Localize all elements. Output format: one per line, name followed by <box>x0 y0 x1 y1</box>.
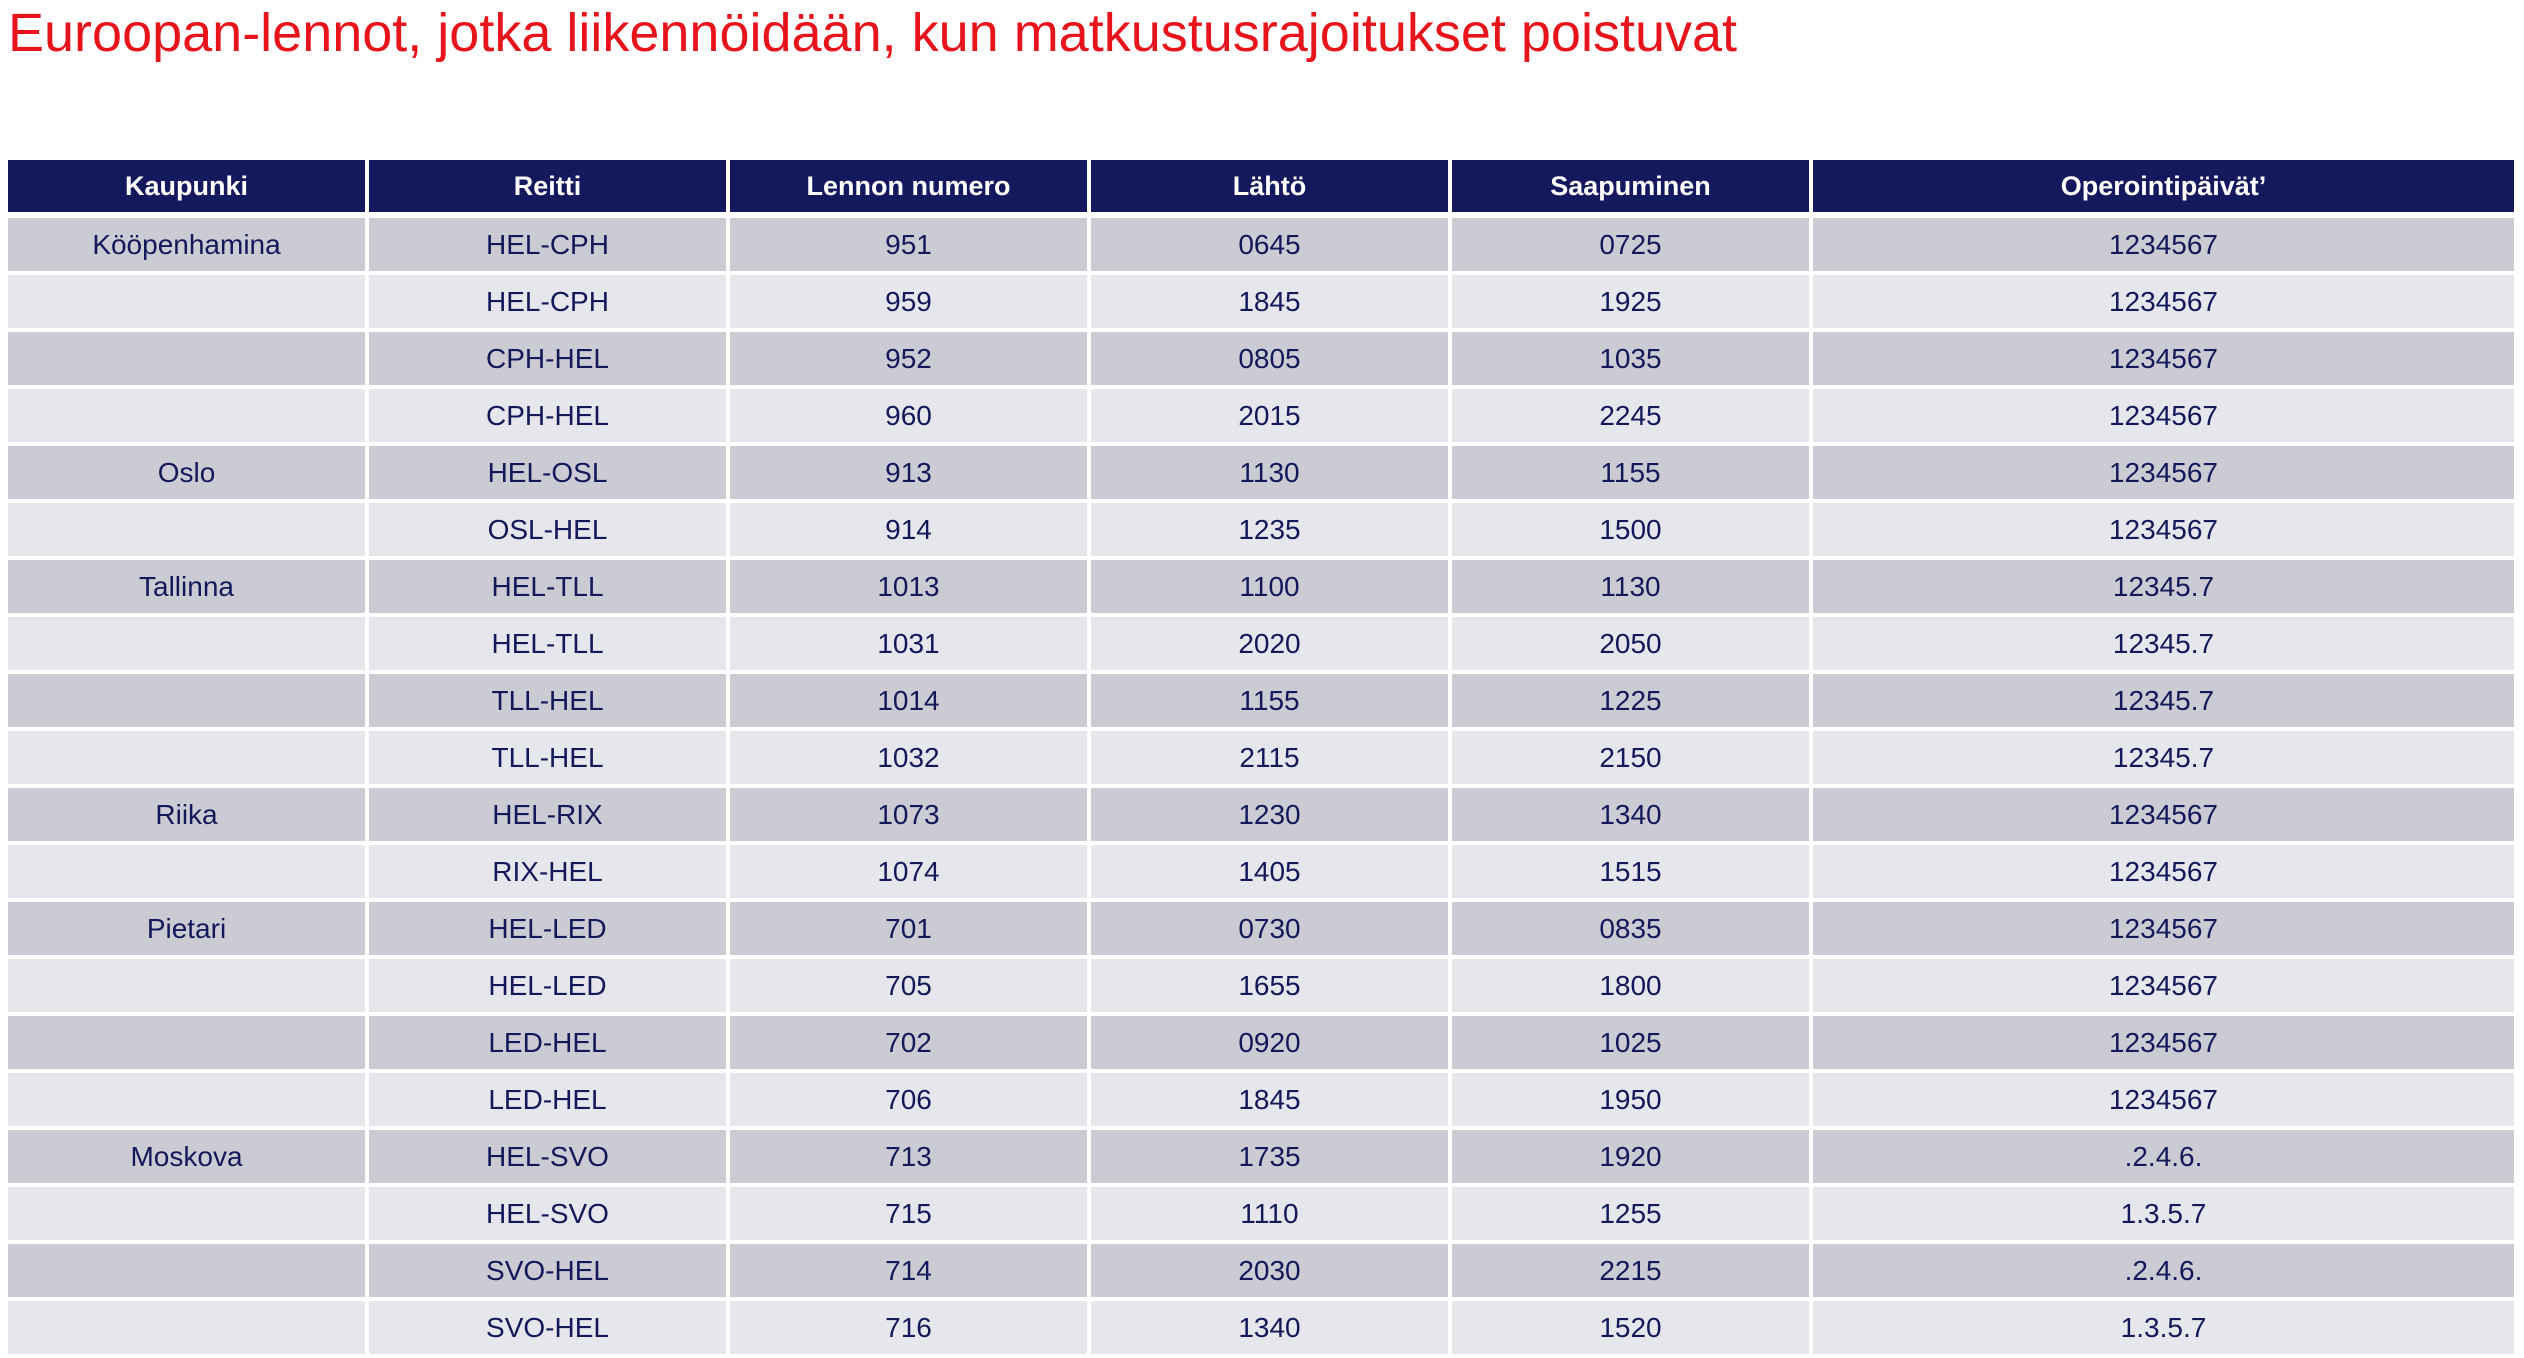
cell-arrival: 1225 <box>1452 674 1809 731</box>
cell-arrival: 2150 <box>1452 731 1809 788</box>
cell-operating-days: 12345.7 <box>1813 731 2514 788</box>
cell-operating-days: .2.4.6. <box>1813 1244 2514 1301</box>
table-row <box>8 788 2514 845</box>
cell-route: TLL-HEL <box>369 731 726 788</box>
cell-departure: 2115 <box>1091 731 1448 788</box>
table-row <box>8 902 2514 959</box>
cell-operating-days: .2.4.6. <box>1813 1130 2514 1187</box>
cell-arrival: 1155 <box>1452 446 1809 503</box>
cell-city <box>8 959 365 1016</box>
cell-flight-number: 705 <box>730 959 1087 1016</box>
cell-city: Riika <box>8 788 365 845</box>
cell-city <box>8 674 365 731</box>
cell-flight-number: 701 <box>730 902 1087 959</box>
cell-operating-days: 1234567 <box>1813 902 2514 959</box>
cell-route: HEL-CPH <box>369 218 726 275</box>
table-row <box>8 560 2514 617</box>
cell-route: LED-HEL <box>369 1073 726 1130</box>
cell-city <box>8 617 365 674</box>
cell-flight-number: 715 <box>730 1187 1087 1244</box>
cell-arrival: 1925 <box>1452 275 1809 332</box>
cell-arrival: 1920 <box>1452 1130 1809 1187</box>
cell-operating-days: 1234567 <box>1813 332 2514 389</box>
cell-city: Moskova <box>8 1130 365 1187</box>
cell-departure: 1235 <box>1091 503 1448 560</box>
table-body <box>8 218 2514 1358</box>
cell-departure: 1110 <box>1091 1187 1448 1244</box>
cell-flight-number: 713 <box>730 1130 1087 1187</box>
cell-route: HEL-RIX <box>369 788 726 845</box>
cell-operating-days: 1234567 <box>1813 1016 2514 1073</box>
column-header-route: Reitti <box>369 160 726 218</box>
cell-route: HEL-LED <box>369 902 726 959</box>
table-row <box>8 275 2514 332</box>
cell-arrival: 1950 <box>1452 1073 1809 1130</box>
cell-departure: 1130 <box>1091 446 1448 503</box>
cell-route: RIX-HEL <box>369 845 726 902</box>
cell-departure: 2030 <box>1091 1244 1448 1301</box>
column-header-arrival: Saapuminen <box>1452 160 1809 218</box>
table-row <box>8 1073 2514 1130</box>
cell-route: HEL-TLL <box>369 617 726 674</box>
cell-city <box>8 1073 365 1130</box>
cell-route: HEL-LED <box>369 959 726 1016</box>
cell-arrival: 1130 <box>1452 560 1809 617</box>
cell-operating-days: 1.3.5.7 <box>1813 1301 2514 1358</box>
column-header-departure: Lähtö <box>1091 160 1448 218</box>
cell-flight-number: 960 <box>730 389 1087 446</box>
flight-schedule-table <box>4 160 2518 1358</box>
table-row <box>8 1301 2514 1358</box>
cell-flight-number: 913 <box>730 446 1087 503</box>
table-row <box>8 731 2514 788</box>
cell-operating-days: 12345.7 <box>1813 560 2514 617</box>
cell-city <box>8 275 365 332</box>
cell-flight-number: 1014 <box>730 674 1087 731</box>
cell-flight-number: 1032 <box>730 731 1087 788</box>
cell-flight-number: 914 <box>730 503 1087 560</box>
cell-operating-days: 1234567 <box>1813 959 2514 1016</box>
cell-arrival: 0725 <box>1452 218 1809 275</box>
cell-operating-days: 1.3.5.7 <box>1813 1187 2514 1244</box>
cell-route: HEL-TLL <box>369 560 726 617</box>
cell-operating-days: 1234567 <box>1813 218 2514 275</box>
cell-departure: 1655 <box>1091 959 1448 1016</box>
cell-departure: 0730 <box>1091 902 1448 959</box>
cell-departure: 1845 <box>1091 275 1448 332</box>
cell-arrival: 1520 <box>1452 1301 1809 1358</box>
table-header-row <box>8 160 2514 218</box>
cell-operating-days: 1234567 <box>1813 446 2514 503</box>
cell-route: LED-HEL <box>369 1016 726 1073</box>
cell-city <box>8 731 365 788</box>
cell-operating-days: 1234567 <box>1813 845 2514 902</box>
table-row <box>8 1187 2514 1244</box>
cell-arrival: 2215 <box>1452 1244 1809 1301</box>
table-row <box>8 389 2514 446</box>
cell-city <box>8 1301 365 1358</box>
cell-arrival: 2245 <box>1452 389 1809 446</box>
cell-departure: 2015 <box>1091 389 1448 446</box>
table-row <box>8 674 2514 731</box>
cell-route: HEL-OSL <box>369 446 726 503</box>
cell-route: CPH-HEL <box>369 389 726 446</box>
cell-city <box>8 1016 365 1073</box>
cell-route: HEL-CPH <box>369 275 726 332</box>
cell-city <box>8 503 365 560</box>
cell-arrival: 0835 <box>1452 902 1809 959</box>
cell-departure: 0645 <box>1091 218 1448 275</box>
cell-route: SVO-HEL <box>369 1301 726 1358</box>
cell-departure: 1340 <box>1091 1301 1448 1358</box>
cell-arrival: 1255 <box>1452 1187 1809 1244</box>
cell-flight-number: 1074 <box>730 845 1087 902</box>
cell-arrival: 1340 <box>1452 788 1809 845</box>
cell-city: Kööpenhamina <box>8 218 365 275</box>
page-title: Euroopan-lennot, jotka liikennöidään, kun matkustusrajoitukset poistuvat <box>8 3 1738 63</box>
cell-flight-number: 714 <box>730 1244 1087 1301</box>
cell-flight-number: 716 <box>730 1301 1087 1358</box>
table-row <box>8 1016 2514 1073</box>
cell-route: OSL-HEL <box>369 503 726 560</box>
cell-flight-number: 1031 <box>730 617 1087 674</box>
cell-city <box>8 389 365 446</box>
cell-route: HEL-SVO <box>369 1187 726 1244</box>
column-header-flight-number: Lennon numero <box>730 160 1087 218</box>
cell-arrival: 2050 <box>1452 617 1809 674</box>
cell-operating-days: 1234567 <box>1813 275 2514 332</box>
cell-flight-number: 702 <box>730 1016 1087 1073</box>
cell-operating-days: 12345.7 <box>1813 674 2514 731</box>
column-header-city: Kaupunki <box>8 160 365 218</box>
cell-operating-days: 1234567 <box>1813 503 2514 560</box>
cell-departure: 1155 <box>1091 674 1448 731</box>
table-row <box>8 503 2514 560</box>
table-row <box>8 845 2514 902</box>
cell-departure: 0920 <box>1091 1016 1448 1073</box>
cell-flight-number: 951 <box>730 218 1087 275</box>
cell-flight-number: 959 <box>730 275 1087 332</box>
cell-departure: 1405 <box>1091 845 1448 902</box>
cell-operating-days: 1234567 <box>1813 389 2514 446</box>
cell-arrival: 1800 <box>1452 959 1809 1016</box>
table-row <box>8 1244 2514 1301</box>
cell-departure: 1845 <box>1091 1073 1448 1130</box>
cell-operating-days: 12345.7 <box>1813 617 2514 674</box>
cell-flight-number: 706 <box>730 1073 1087 1130</box>
cell-arrival: 1035 <box>1452 332 1809 389</box>
cell-operating-days: 1234567 <box>1813 788 2514 845</box>
cell-city: Pietari <box>8 902 365 959</box>
cell-city: Oslo <box>8 446 365 503</box>
cell-city: Tallinna <box>8 560 365 617</box>
cell-departure: 1100 <box>1091 560 1448 617</box>
cell-flight-number: 1013 <box>730 560 1087 617</box>
table-row <box>8 1130 2514 1187</box>
cell-arrival: 1025 <box>1452 1016 1809 1073</box>
cell-route: TLL-HEL <box>369 674 726 731</box>
cell-city <box>8 1187 365 1244</box>
cell-departure: 0805 <box>1091 332 1448 389</box>
cell-departure: 1735 <box>1091 1130 1448 1187</box>
cell-route: SVO-HEL <box>369 1244 726 1301</box>
cell-route: CPH-HEL <box>369 332 726 389</box>
cell-route: HEL-SVO <box>369 1130 726 1187</box>
cell-departure: 1230 <box>1091 788 1448 845</box>
table-row <box>8 446 2514 503</box>
cell-departure: 2020 <box>1091 617 1448 674</box>
cell-flight-number: 1073 <box>730 788 1087 845</box>
table-row <box>8 332 2514 389</box>
cell-arrival: 1500 <box>1452 503 1809 560</box>
cell-city <box>8 332 365 389</box>
cell-arrival: 1515 <box>1452 845 1809 902</box>
table-row <box>8 218 2514 275</box>
cell-city <box>8 845 365 902</box>
cell-city <box>8 1244 365 1301</box>
column-header-operating-days: Operointipäivät’ <box>1813 160 2514 218</box>
cell-operating-days: 1234567 <box>1813 1073 2514 1130</box>
table-row <box>8 959 2514 1016</box>
cell-flight-number: 952 <box>730 332 1087 389</box>
table-row <box>8 617 2514 674</box>
